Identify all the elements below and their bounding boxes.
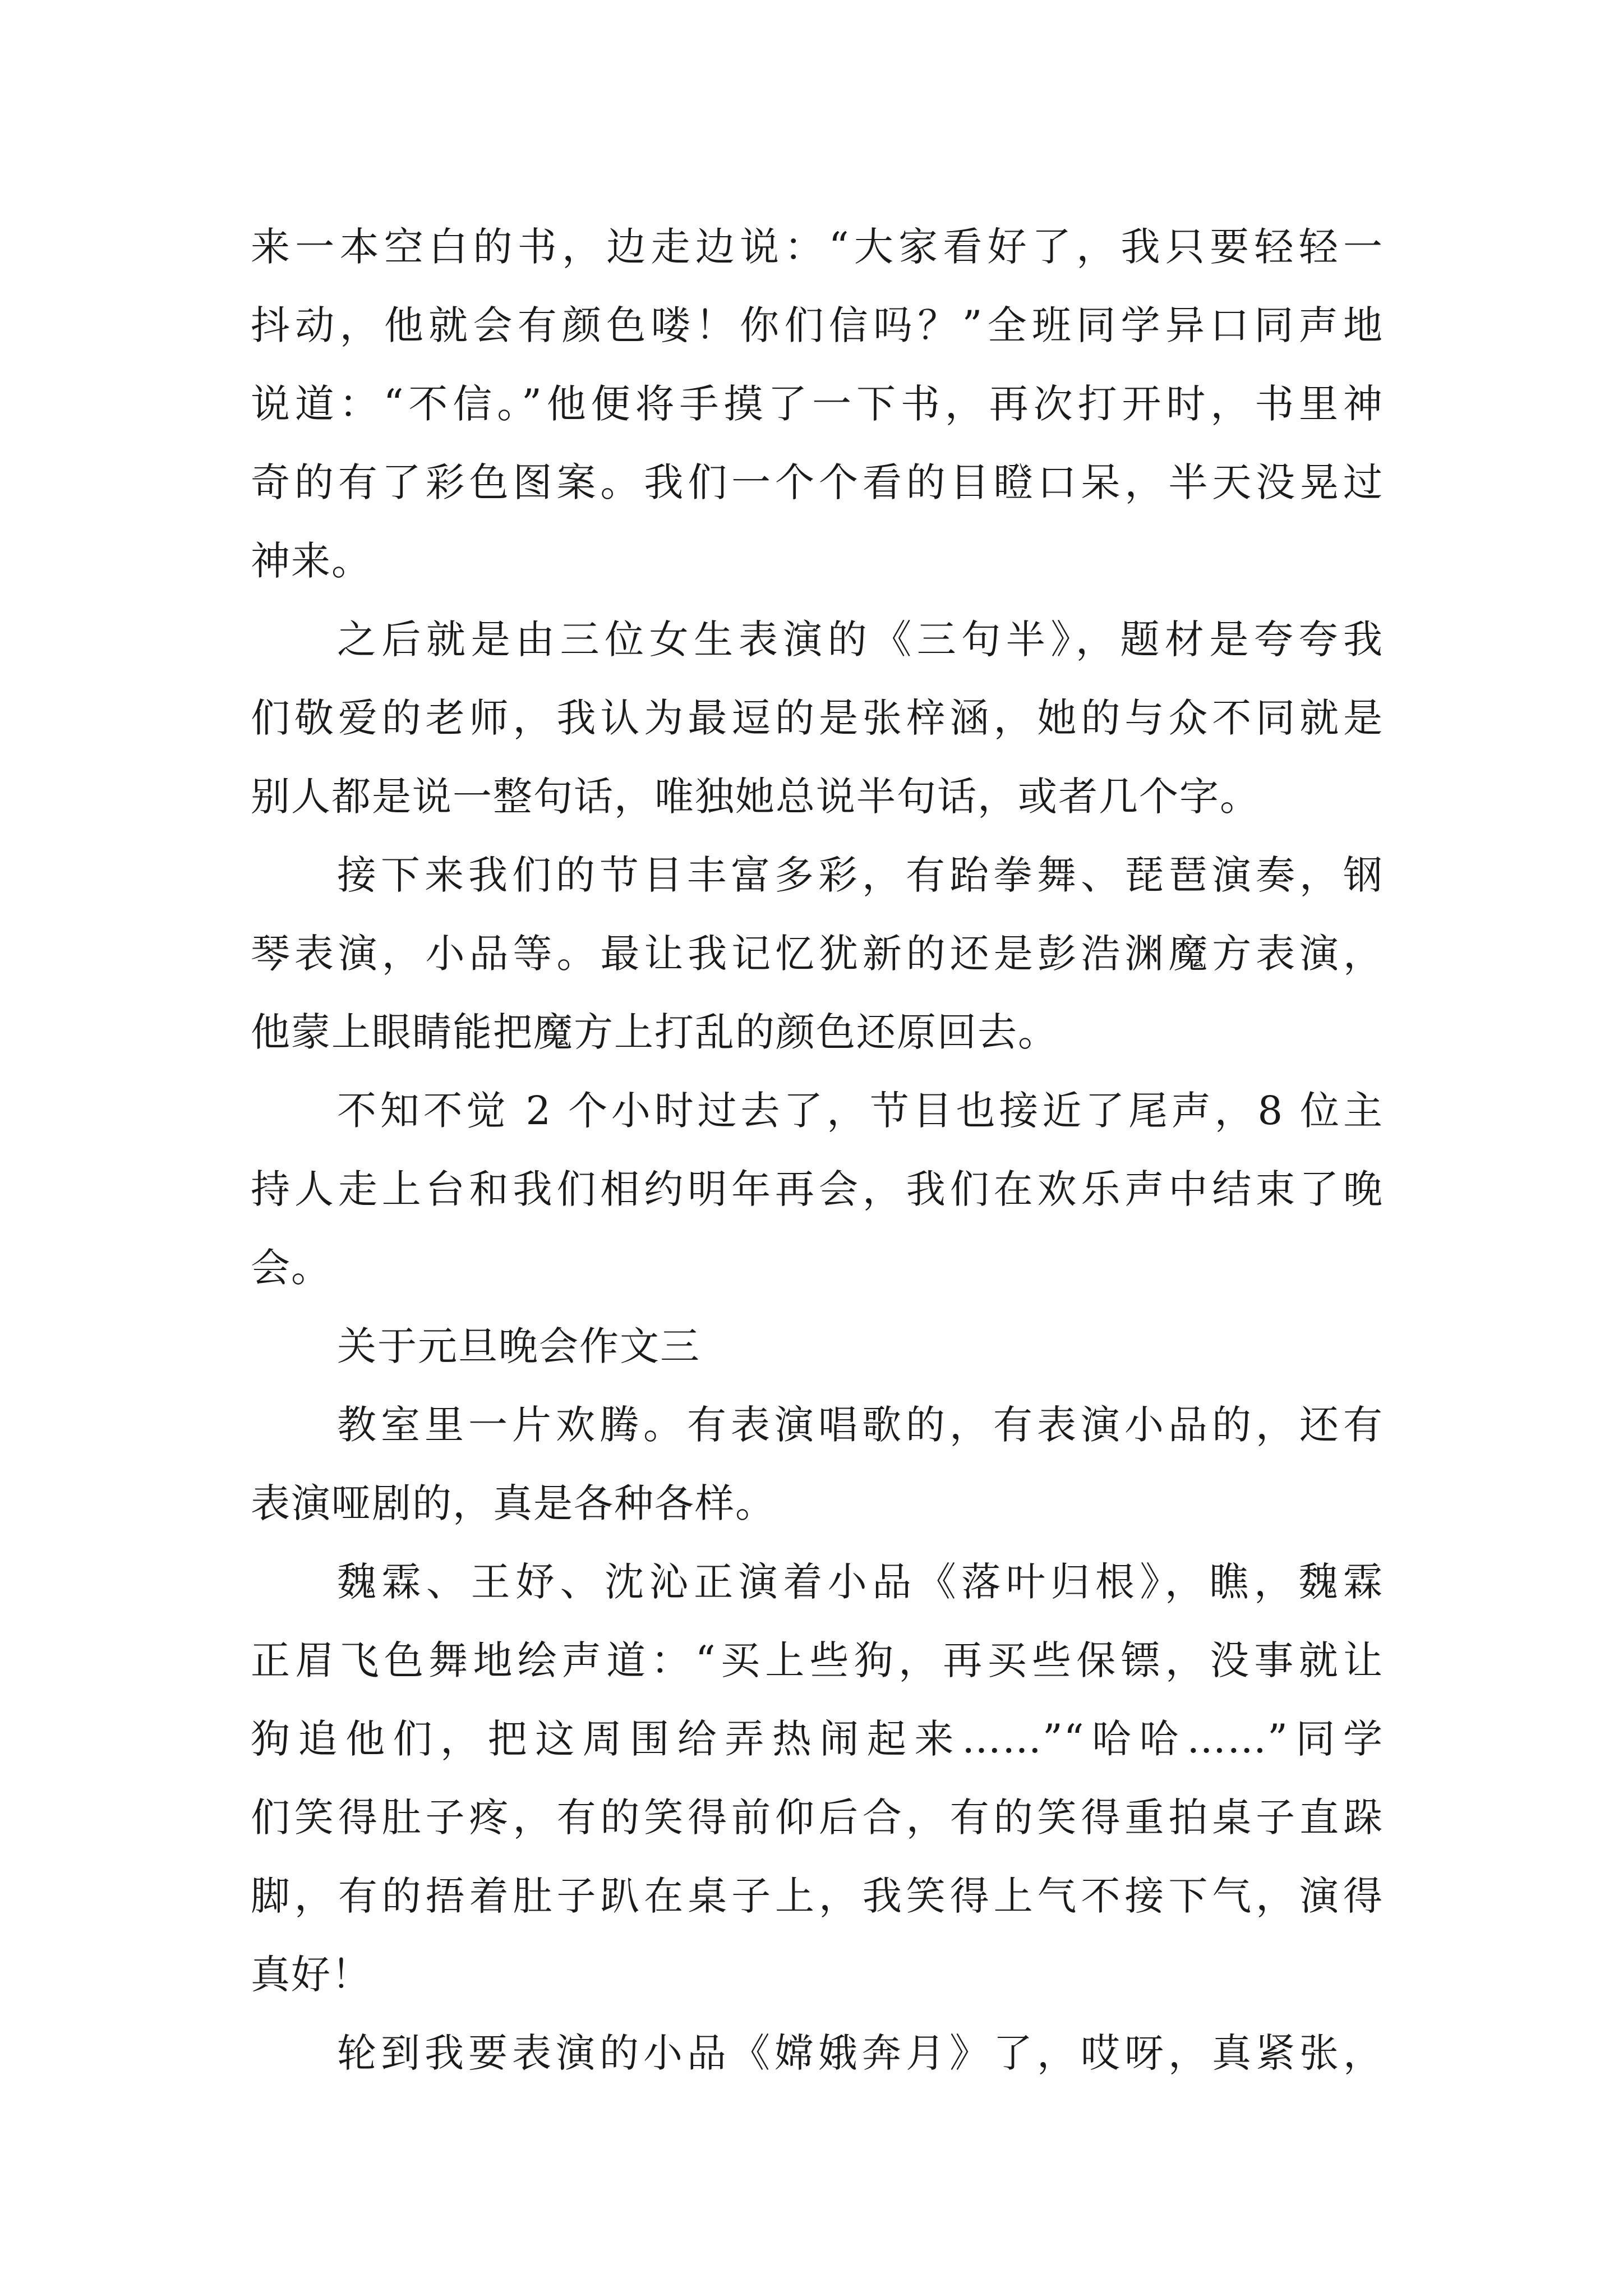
paragraph-start-line: 接下来我们的节目丰富多彩，有跆拳舞、琵琶演奏，钢 [337,852,1384,898]
text-line: 抖动，他就会有颜色喽！你们信吗？”全班同学异口同声地 [251,302,1384,348]
text-line: 真好！ [251,1952,372,1998]
text-line: 他蒙上眼睛能把魔方上打乱的颜色还原回去。 [251,1009,1058,1055]
paragraph-start-line: 轮到我要表演的小品《嫦娥奔月》了，哎呀，真紧张， [337,2030,1384,2076]
paragraph-start-line: 魏霖、王妤、沈沁正演着小品《落叶归根》，瞧，魏霖 [337,1559,1384,1605]
text-line: 表演哑剧的，真是各种各样。 [251,1480,776,1526]
text-line: 正眉飞色舞地绘声道：“买上些狗，再买些保镖，没事就让 [251,1637,1384,1683]
text-line: 琴表演，小品等。最让我记忆犹新的还是彭浩渊魔方表演， [251,931,1384,977]
text-line: 神来。 [251,538,372,584]
paragraph-start-line: 不知不觉 2 个小时过去了，节目也接近了尾声，8 位主 [337,1088,1384,1134]
text-line: 持人走上台和我们相约明年再会，我们在欢乐声中结束了晚 [251,1166,1384,1212]
text-line: 脚，有的捂着肚子趴在桌子上，我笑得上气不接下气，演得 [251,1873,1384,1919]
essay-body [251,208,1384,2092]
text-line: 说道：“不信。”他便将手摸了一下书，再次打开时，书里神 [251,381,1384,427]
text-line: 会。 [251,1245,331,1291]
text-line: 奇的有了彩色图案。我们一个个看的目瞪口呆，半天没晃过 [251,459,1384,505]
text-line: 来一本空白的书，边走边说：“大家看好了，我只要轻轻一 [251,224,1384,270]
section-heading: 关于元旦晚会作文三 [337,1323,700,1369]
text-line: 别人都是说一整句话，唯独她总说半句话，或者几个字。 [251,774,1260,820]
text-line: 狗追他们，把这周围给弄热闹起来……”“哈哈……”同学 [251,1716,1384,1762]
paragraph-start-line: 之后就是由三位女生表演的《三句半》，题材是夸夸我 [337,616,1384,662]
text-line: 们笑得肚子疼，有的笑得前仰后合，有的笑得重拍桌子直跺 [251,1795,1384,1841]
paragraph-start-line: 教室里一片欢腾。有表演唱歌的，有表演小品的，还有 [337,1402,1384,1448]
text-line: 们敬爱的老师，我认为最逗的是张梓涵，她的与众不同就是 [251,695,1384,741]
